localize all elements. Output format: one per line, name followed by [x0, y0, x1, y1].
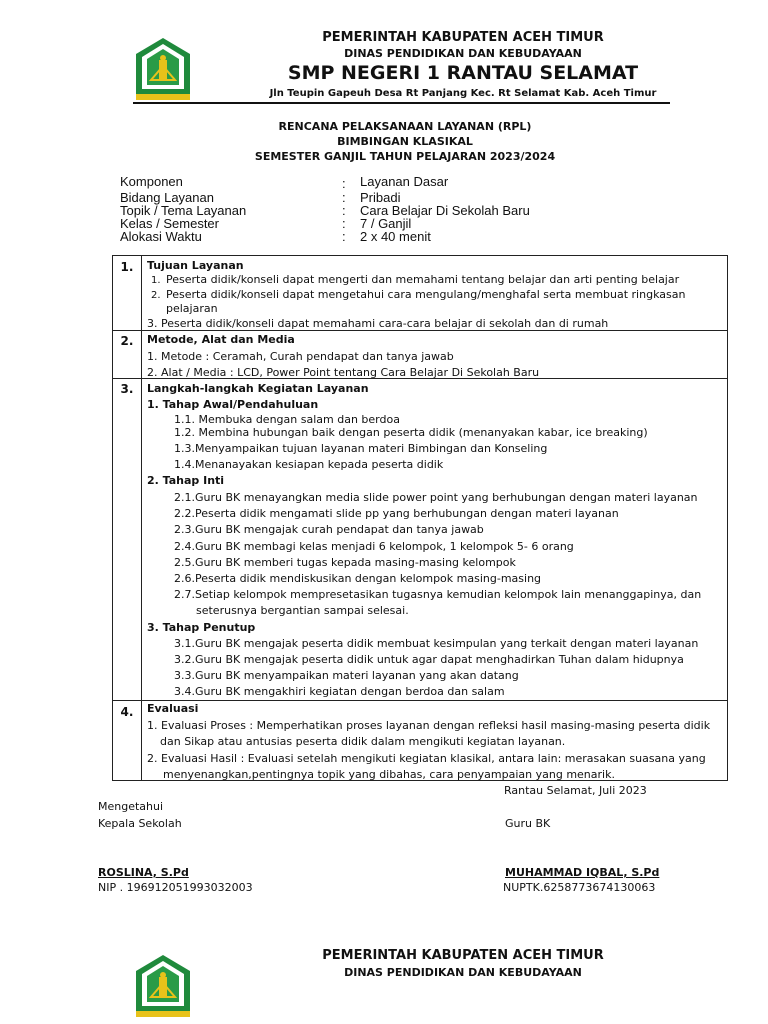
- kop-divider: [133, 102, 670, 104]
- subheading-tahap-awal: 1. Tahap Awal/Pendahuluan: [147, 398, 319, 411]
- aceh-timur-emblem: [134, 953, 192, 1019]
- step-item: 1.2. Membina hubungan baik dengan peserta didik (menanyakan kabar, ice breaking): [174, 426, 648, 439]
- guru-bk-nuptk: NUPTK.6258773674130063: [503, 881, 656, 894]
- info-label-topik: Topik / Tema Layanan: [120, 203, 247, 218]
- step-item: 1.4.Menanayakan kesiapan kepada peserta didik: [174, 458, 444, 471]
- list-item-continuation: pelajaran: [166, 302, 218, 315]
- step-item: 3.3.Guru BK menyampaikan materi layanan yang akan datang: [174, 669, 519, 682]
- rpl-table: [112, 255, 728, 781]
- section-number: 4.: [120, 705, 134, 719]
- step-item: 2.7.Setiap kelompok mempresetasikan tugasnya kemudian kelompok lain menanggapinya, dan: [174, 588, 702, 601]
- info-sep: :: [342, 203, 346, 218]
- section-number: 1.: [120, 260, 134, 274]
- mengetahui-label: Mengetahui: [98, 800, 164, 813]
- info-label-kelas: Kelas / Semester: [120, 216, 219, 231]
- info-sep: :: [342, 190, 346, 205]
- step-item: 2.2.Peserta didik mengamati slide pp yang berhubungan dengan materi layanan: [174, 507, 619, 520]
- info-sep: :: [342, 216, 346, 231]
- evaluation-item-continuation: dan Sikap atau antusias peserta didik dalam mengikuti kegiatan layanan.: [160, 735, 566, 748]
- info-value-bidang: Pribadi: [360, 190, 401, 205]
- aceh-timur-emblem: [134, 36, 192, 102]
- subheading-tahap-inti: 2. Tahap Inti: [147, 474, 225, 487]
- info-label-bidang: Bidang Layanan: [120, 190, 214, 205]
- step-item: 2.3.Guru BK mengajak curah pendapat dan tanya jawab: [174, 523, 484, 536]
- step-item: 2.5.Guru BK memberi tugas kepada masing-masing kelompok: [174, 556, 516, 569]
- section-number: 2.: [120, 334, 134, 348]
- table-column-divider: [141, 256, 142, 780]
- info-sep: :: [342, 176, 346, 191]
- section-heading-langkah: Langkah-langkah Kegiatan Layanan: [147, 382, 369, 395]
- kop-dinas: DINAS PENDIDIKAN DAN KEBUDAYAAN: [344, 47, 582, 60]
- section-heading-evaluasi: Evaluasi: [147, 702, 199, 715]
- kop-pemerintah-repeat: PEMERINTAH KABUPATEN ACEH TIMUR: [322, 948, 604, 963]
- evaluation-item: 2. Evaluasi Hasil : Evaluasi setelah mengikuti kegiatan klasikal, antara lain: merasakan suasana yang: [147, 752, 706, 765]
- info-label-alokasi: Alokasi Waktu: [120, 229, 202, 244]
- step-item: 1.3.Menyampaikan tujuan layanan materi Bimbingan dan Konseling: [174, 442, 548, 455]
- table-row-divider: [113, 330, 727, 331]
- kepala-sekolah-name: ROSLINA, S.Pd: [98, 866, 189, 879]
- list-item: 2. Alat / Media : LCD, Power Point tentang Cara Belajar Di Sekolah Baru: [147, 366, 540, 379]
- step-item: 3.4.Guru BK mengakhiri kegiatan dengan berdoa dan salam: [174, 685, 505, 698]
- info-value-topik: Cara Belajar Di Sekolah Baru: [360, 203, 530, 218]
- kepala-sekolah-label: Kepala Sekolah: [98, 817, 182, 830]
- kop-dinas-repeat: DINAS PENDIDIKAN DAN KEBUDAYAAN: [344, 966, 582, 979]
- kop-pemerintah: PEMERINTAH KABUPATEN ACEH TIMUR: [322, 30, 604, 45]
- info-value-komponen: Layanan Dasar: [360, 174, 449, 189]
- guru-bk-label: Guru BK: [505, 817, 551, 830]
- list-item: Peserta didik/konseli dapat mengetahui cara mengulang/menghafal serta membuat ringkasan: [166, 288, 686, 301]
- list-item: Peserta didik/konseli dapat mengerti dan memahami tentang belajar dan arti penting belajar: [166, 273, 680, 286]
- step-item: 2.4.Guru BK membagi kelas menjadi 6 kelompok, 1 kelompok 5- 6 orang: [174, 540, 574, 553]
- info-label-komponen: Komponen: [120, 174, 183, 189]
- guru-bk-name: MUHAMMAD IQBAL, S.Pd: [505, 866, 660, 879]
- subheading-tahap-penutup: 3. Tahap Penutup: [147, 621, 256, 634]
- step-item: 1.1. Membuka dengan salam dan berdoa: [174, 413, 400, 426]
- step-item: 3.1.Guru BK mengajak peserta didik membuat kesimpulan yang terkait dengan materi layanan: [174, 637, 699, 650]
- place-date: Rantau Selamat, Juli 2023: [504, 784, 647, 797]
- info-value-alokasi: 2 x 40 menit: [360, 229, 431, 244]
- step-item-continuation: seterusnya bergantian sampai selesai.: [196, 604, 409, 617]
- doc-title-bimbingan: BIMBINGAN KLASIKAL: [337, 135, 473, 148]
- list-marker: 2.: [151, 290, 161, 301]
- info-sep: :: [342, 229, 346, 244]
- step-item: 2.1.Guru BK menayangkan media slide power point yang berhubungan dengan materi layanan: [174, 491, 698, 504]
- evaluation-item: 1. Evaluasi Proses : Memperhatikan proses layanan dengan refleksi hasil masing-masing peserta didik: [147, 719, 711, 732]
- list-item: 3. Peserta didik/konseli dapat memahami cara-cara belajar di sekolah dan di rumah: [147, 317, 609, 330]
- doc-title-rpl: RENCANA PELAKSANAAN LAYANAN (RPL): [278, 120, 532, 133]
- step-item: 2.6.Peserta didik mendiskusikan dengan kelompok masing-masing: [174, 572, 542, 585]
- info-value-kelas: 7 / Ganjil: [360, 216, 412, 231]
- kop-school-name: SMP NEGERI 1 RANTAU SELAMAT: [287, 62, 639, 84]
- kepala-sekolah-nip: NIP . 196912051993032003: [98, 881, 253, 894]
- evaluation-item-continuation: menyenangkan,pentingnya topik yang dibahas, cara penyampaian yang menarik.: [163, 768, 615, 781]
- section-heading-tujuan: Tujuan Layanan: [147, 259, 244, 272]
- list-item: 1. Metode : Ceramah, Curah pendapat dan tanya jawab: [147, 350, 454, 363]
- section-number: 3.: [120, 382, 134, 396]
- kop-address: Jln Teupin Gapeuh Desa Rt Panjang Kec. Rt Selamat Kab. Aceh Timur: [269, 88, 657, 99]
- section-heading-metode: Metode, Alat dan Media: [147, 333, 295, 346]
- doc-title-semester: SEMESTER GANJIL TAHUN PELAJARAN 2023/2024: [254, 150, 556, 163]
- step-item: 3.2.Guru BK mengajak peserta didik untuk agar dapat menghadirkan Tuhan dalam hidupnya: [174, 653, 684, 666]
- table-row-divider: [113, 700, 727, 701]
- list-marker: 1.: [151, 275, 161, 286]
